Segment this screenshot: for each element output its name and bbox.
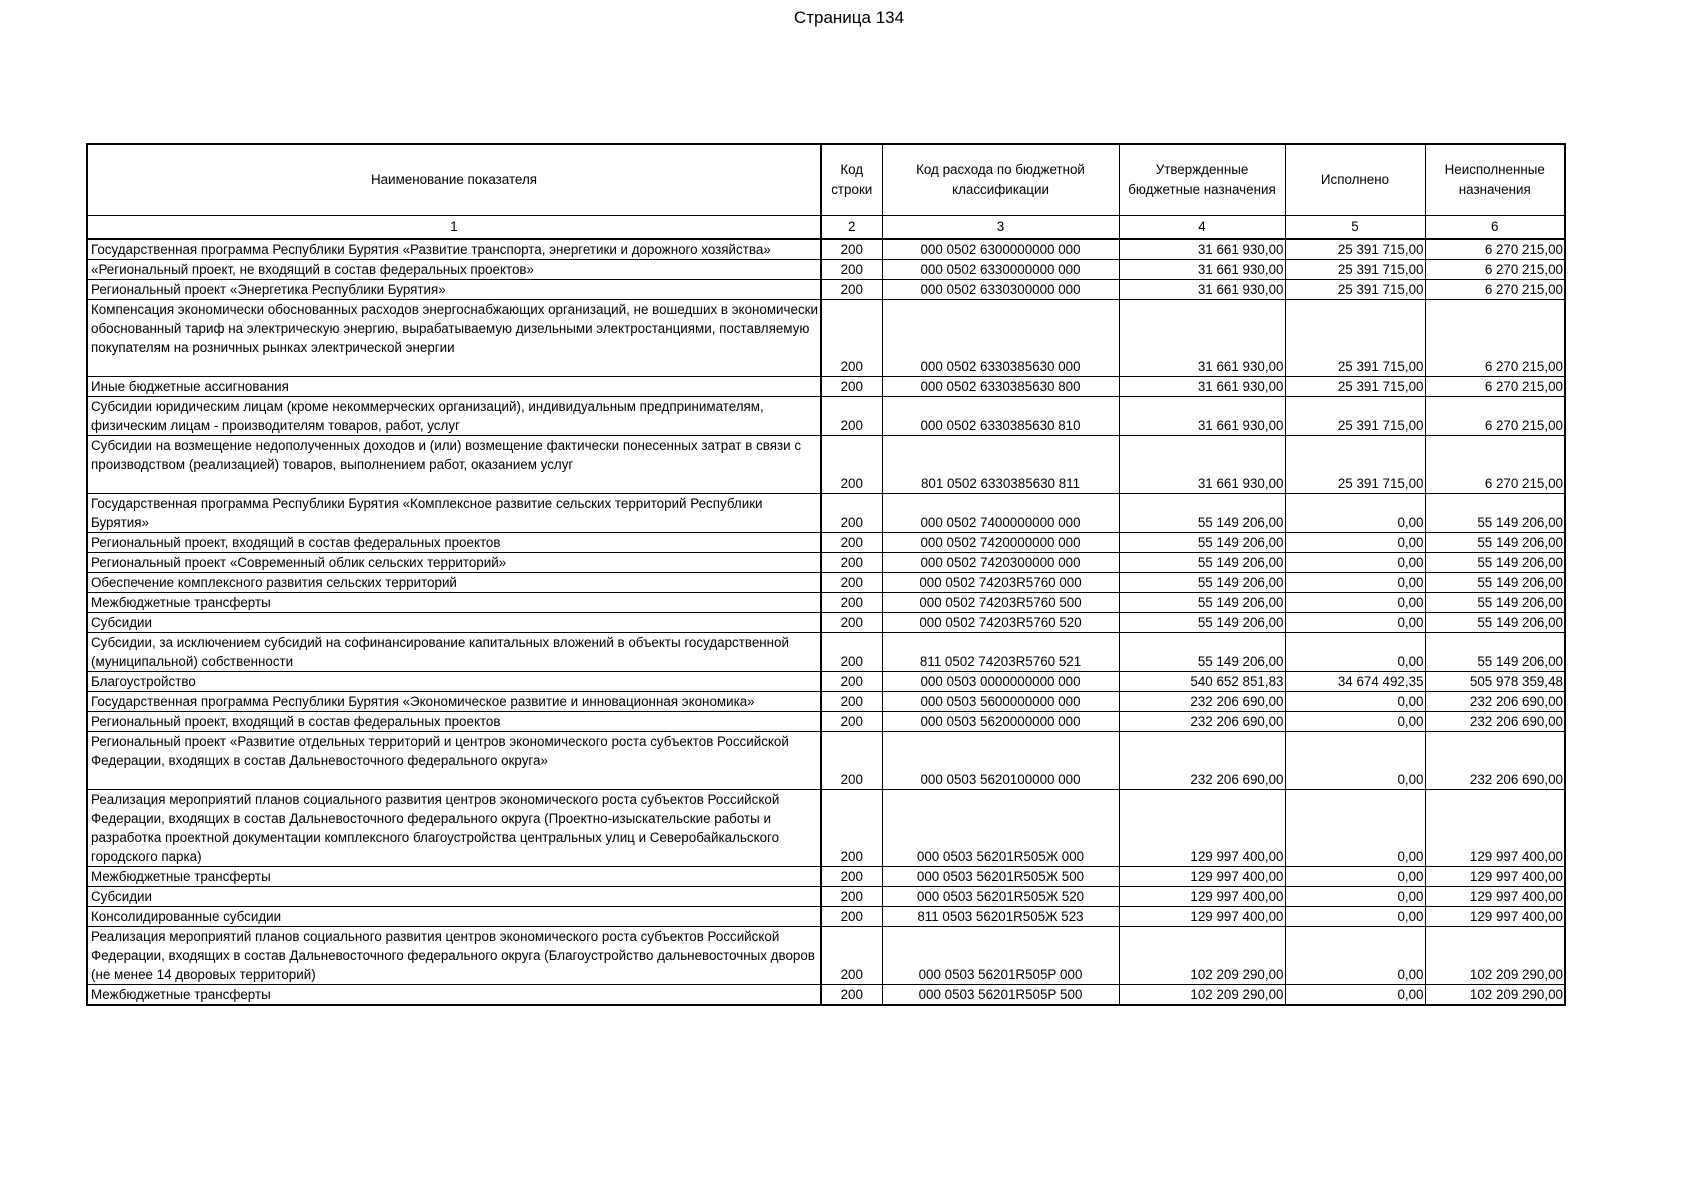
row-approved-amount: 232 206 690,00: [1119, 692, 1285, 712]
row-line-code: 200: [821, 533, 882, 553]
row-indicator-name: Субсидии, за исключением субсидий на софинансирование капитальных вложений в объекты государственной (муниципальной) собственности: [87, 633, 821, 672]
row-indicator-name: Государственная программа Республики Бурятия «Развитие транспорта, энергетики и дорожного хозяйства»: [87, 239, 821, 260]
row-classification-code: 000 0502 6330000000 000: [882, 260, 1119, 280]
row-executed-amount: 0,00: [1285, 907, 1425, 927]
row-classification-code: 000 0503 56201R505Ж 000: [882, 790, 1119, 867]
row-executed-amount: 0,00: [1285, 985, 1425, 1006]
row-approved-amount: 31 661 930,00: [1119, 239, 1285, 260]
row-approved-amount: 102 209 290,00: [1119, 985, 1285, 1006]
row-line-code: 200: [821, 260, 882, 280]
table-row: [87, 672, 1565, 692]
row-indicator-name: Государственная программа Республики Бурятия «Экономическое развитие и инновационная экономика»: [87, 692, 821, 712]
row-line-code: 200: [821, 397, 882, 436]
row-approved-amount: 129 997 400,00: [1119, 867, 1285, 887]
row-classification-code: 000 0503 5620100000 000: [882, 732, 1119, 790]
row-executed-amount: 0,00: [1285, 633, 1425, 672]
table-row: [87, 553, 1565, 573]
row-indicator-name: «Региональный проект, не входящий в состав федеральных проектов»: [87, 260, 821, 280]
row-indicator-name: Реализация мероприятий планов социального развития центров экономического роста субъектов Российской Федерации, входящих в состав Дальневосточного федерального округа (Проектно-изыскательские работы и разработка проектной документации комплексного благоустройства центральных улиц и Северобайкальского городского парка): [87, 790, 821, 867]
row-classification-code: 811 0503 56201R505Ж 523: [882, 907, 1119, 927]
row-line-code: 200: [821, 593, 882, 613]
header-approved-appropriations: Утвержденные бюджетные назначения: [1119, 144, 1285, 216]
row-approved-amount: 55 149 206,00: [1119, 533, 1285, 553]
row-classification-code: 000 0502 74203R5760 500: [882, 593, 1119, 613]
row-line-code: 200: [821, 867, 882, 887]
table-row: [87, 300, 1565, 377]
row-line-code: 200: [821, 790, 882, 867]
row-unexecuted-amount: 6 270 215,00: [1425, 377, 1565, 397]
row-line-code: 200: [821, 280, 882, 300]
row-executed-amount: 0,00: [1285, 613, 1425, 633]
row-unexecuted-amount: 55 149 206,00: [1425, 633, 1565, 672]
row-unexecuted-amount: 232 206 690,00: [1425, 712, 1565, 732]
header-unexecuted-appropriations: Неисполненные назначения: [1425, 144, 1565, 216]
table-row: [87, 494, 1565, 533]
row-indicator-name: Государственная программа Республики Бурятия «Комплексное развитие сельских территорий Республики Бурятия»: [87, 494, 821, 533]
row-classification-code: 801 0502 6330385630 811: [882, 436, 1119, 494]
row-unexecuted-amount: 55 149 206,00: [1425, 573, 1565, 593]
row-indicator-name: Благоустройство: [87, 672, 821, 692]
row-unexecuted-amount: 232 206 690,00: [1425, 732, 1565, 790]
row-classification-code: 000 0502 74203R5760 520: [882, 613, 1119, 633]
row-unexecuted-amount: 6 270 215,00: [1425, 300, 1565, 377]
row-classification-code: 000 0503 56201R505Р 000: [882, 927, 1119, 985]
row-indicator-name: Региональный проект, входящий в состав федеральных проектов: [87, 533, 821, 553]
row-line-code: 200: [821, 907, 882, 927]
row-approved-amount: 31 661 930,00: [1119, 260, 1285, 280]
row-line-code: 200: [821, 553, 882, 573]
row-executed-amount: 25 391 715,00: [1285, 280, 1425, 300]
budget-execution-table: [86, 143, 1566, 1006]
row-executed-amount: 34 674 492,35: [1285, 672, 1425, 692]
row-line-code: 200: [821, 239, 882, 260]
row-unexecuted-amount: 129 997 400,00: [1425, 790, 1565, 867]
row-approved-amount: 55 149 206,00: [1119, 573, 1285, 593]
row-approved-amount: 31 661 930,00: [1119, 377, 1285, 397]
row-indicator-name: Субсидии юридическим лицам (кроме некоммерческих организаций), индивидуальным предпринимателям, физическим лицам - производителям товаров, работ, услуг: [87, 397, 821, 436]
column-number: 3: [882, 216, 1119, 240]
table-row: [87, 732, 1565, 790]
table-row: [87, 633, 1565, 672]
row-indicator-name: Компенсация экономически обоснованных расходов энергоснабжающих организаций, не вошедших в экономически обоснованный тариф на электрическую энергию, вырабатываемую дизельными электростанциями, поставляемую покупателям на розничных рынках электрической энергии: [87, 300, 821, 377]
row-indicator-name: Межбюджетные трансферты: [87, 985, 821, 1006]
table-row: [87, 377, 1565, 397]
row-executed-amount: 25 391 715,00: [1285, 239, 1425, 260]
table-row: [87, 867, 1565, 887]
column-number: 1: [87, 216, 821, 240]
row-classification-code: 000 0503 56201R505Ж 500: [882, 867, 1119, 887]
row-classification-code: 000 0503 5600000000 000: [882, 692, 1119, 712]
row-executed-amount: 25 391 715,00: [1285, 377, 1425, 397]
row-classification-code: 000 0503 5620000000 000: [882, 712, 1119, 732]
header-executed: Исполнено: [1285, 144, 1425, 216]
row-line-code: 200: [821, 887, 882, 907]
row-unexecuted-amount: 102 209 290,00: [1425, 927, 1565, 985]
header-indicator-name: Наименование показателя: [87, 144, 821, 216]
row-indicator-name: Субсидии: [87, 613, 821, 633]
row-approved-amount: 55 149 206,00: [1119, 553, 1285, 573]
row-indicator-name: Региональный проект «Энергетика Республики Бурятия»: [87, 280, 821, 300]
row-indicator-name: Иные бюджетные ассигнования: [87, 377, 821, 397]
row-executed-amount: 0,00: [1285, 712, 1425, 732]
row-executed-amount: 0,00: [1285, 593, 1425, 613]
row-approved-amount: 55 149 206,00: [1119, 633, 1285, 672]
table-row: [87, 907, 1565, 927]
table-body: [87, 239, 1565, 1005]
row-approved-amount: 232 206 690,00: [1119, 732, 1285, 790]
row-unexecuted-amount: 6 270 215,00: [1425, 239, 1565, 260]
row-approved-amount: 102 209 290,00: [1119, 927, 1285, 985]
table-column-numbers-row: [87, 216, 1565, 240]
column-number: 4: [1119, 216, 1285, 240]
row-indicator-name: Реализация мероприятий планов социального развития центров экономического роста субъектов Российской Федерации, входящих в состав Дальневосточного федерального округа (Благоустройство дальневосточных дворов (не менее 14 дворовых территорий): [87, 927, 821, 985]
row-approved-amount: 55 149 206,00: [1119, 593, 1285, 613]
row-classification-code: 000 0502 6330300000 000: [882, 280, 1119, 300]
row-unexecuted-amount: 129 997 400,00: [1425, 887, 1565, 907]
column-number: 5: [1285, 216, 1425, 240]
row-indicator-name: Межбюджетные трансферты: [87, 593, 821, 613]
row-unexecuted-amount: 6 270 215,00: [1425, 397, 1565, 436]
row-unexecuted-amount: 232 206 690,00: [1425, 692, 1565, 712]
row-line-code: 200: [821, 613, 882, 633]
row-indicator-name: Региональный проект, входящий в состав федеральных проектов: [87, 712, 821, 732]
row-approved-amount: 31 661 930,00: [1119, 397, 1285, 436]
row-executed-amount: 0,00: [1285, 553, 1425, 573]
row-indicator-name: Региональный проект «Развитие отдельных территорий и центров экономического роста субъектов Российской Федерации, входящих в состав Дальневосточного федерального округа»: [87, 732, 821, 790]
row-indicator-name: Межбюджетные трансферты: [87, 867, 821, 887]
table-header-row: [87, 144, 1565, 216]
row-unexecuted-amount: 129 997 400,00: [1425, 867, 1565, 887]
row-executed-amount: 0,00: [1285, 533, 1425, 553]
row-unexecuted-amount: 6 270 215,00: [1425, 436, 1565, 494]
table-row: [87, 239, 1565, 260]
row-unexecuted-amount: 55 149 206,00: [1425, 593, 1565, 613]
row-line-code: 200: [821, 712, 882, 732]
table-row: [87, 887, 1565, 907]
row-line-code: 200: [821, 494, 882, 533]
row-indicator-name: Субсидии на возмещение недополученных доходов и (или) возмещение фактически понесенных затрат в связи с производством (реализацией) товаров, выполнением работ, оказанием услуг: [87, 436, 821, 494]
row-classification-code: 000 0502 6330385630 000: [882, 300, 1119, 377]
table-row: [87, 593, 1565, 613]
row-approved-amount: 31 661 930,00: [1119, 280, 1285, 300]
row-approved-amount: 540 652 851,83: [1119, 672, 1285, 692]
table-row: [87, 573, 1565, 593]
row-line-code: 200: [821, 732, 882, 790]
row-executed-amount: 0,00: [1285, 927, 1425, 985]
row-line-code: 200: [821, 436, 882, 494]
row-approved-amount: 31 661 930,00: [1119, 436, 1285, 494]
table-row: [87, 985, 1565, 1006]
table-row: [87, 280, 1565, 300]
table-row: [87, 260, 1565, 280]
header-line-code: Код строки: [821, 144, 882, 216]
column-number: 6: [1425, 216, 1565, 240]
row-unexecuted-amount: 55 149 206,00: [1425, 613, 1565, 633]
row-unexecuted-amount: 6 270 215,00: [1425, 260, 1565, 280]
row-classification-code: 000 0502 6300000000 000: [882, 239, 1119, 260]
row-unexecuted-amount: 129 997 400,00: [1425, 907, 1565, 927]
row-executed-amount: 25 391 715,00: [1285, 260, 1425, 280]
row-line-code: 200: [821, 377, 882, 397]
row-executed-amount: 0,00: [1285, 692, 1425, 712]
row-approved-amount: 129 997 400,00: [1119, 907, 1285, 927]
row-classification-code: 000 0503 0000000000 000: [882, 672, 1119, 692]
row-indicator-name: Субсидии: [87, 887, 821, 907]
row-line-code: 200: [821, 692, 882, 712]
row-approved-amount: 55 149 206,00: [1119, 494, 1285, 533]
table-row: [87, 712, 1565, 732]
row-indicator-name: Обеспечение комплексного развития сельских территорий: [87, 573, 821, 593]
row-line-code: 200: [821, 300, 882, 377]
row-executed-amount: 25 391 715,00: [1285, 300, 1425, 377]
row-approved-amount: 129 997 400,00: [1119, 790, 1285, 867]
row-unexecuted-amount: 6 270 215,00: [1425, 280, 1565, 300]
row-approved-amount: 55 149 206,00: [1119, 613, 1285, 633]
row-approved-amount: 129 997 400,00: [1119, 887, 1285, 907]
row-executed-amount: 0,00: [1285, 494, 1425, 533]
row-unexecuted-amount: 55 149 206,00: [1425, 494, 1565, 533]
row-classification-code: 000 0502 6330385630 800: [882, 377, 1119, 397]
row-classification-code: 811 0502 74203R5760 521: [882, 633, 1119, 672]
row-unexecuted-amount: 55 149 206,00: [1425, 553, 1565, 573]
row-executed-amount: 0,00: [1285, 573, 1425, 593]
row-classification-code: 000 0503 56201R505Р 500: [882, 985, 1119, 1006]
row-executed-amount: 25 391 715,00: [1285, 397, 1425, 436]
table-row: [87, 397, 1565, 436]
row-indicator-name: Региональный проект «Современный облик сельских территорий»: [87, 553, 821, 573]
table-row: [87, 613, 1565, 633]
row-unexecuted-amount: 505 978 359,48: [1425, 672, 1565, 692]
row-executed-amount: 25 391 715,00: [1285, 436, 1425, 494]
row-executed-amount: 0,00: [1285, 732, 1425, 790]
row-line-code: 200: [821, 927, 882, 985]
header-budget-classification-code: Код расхода по бюджетной классификации: [882, 144, 1119, 216]
row-line-code: 200: [821, 672, 882, 692]
row-approved-amount: 31 661 930,00: [1119, 300, 1285, 377]
row-classification-code: 000 0502 7420300000 000: [882, 553, 1119, 573]
table-row: [87, 927, 1565, 985]
row-classification-code: 000 0502 7400000000 000: [882, 494, 1119, 533]
row-line-code: 200: [821, 573, 882, 593]
row-classification-code: 000 0502 7420000000 000: [882, 533, 1119, 553]
table-row: [87, 790, 1565, 867]
table-row: [87, 692, 1565, 712]
row-unexecuted-amount: 55 149 206,00: [1425, 533, 1565, 553]
row-executed-amount: 0,00: [1285, 867, 1425, 887]
row-indicator-name: Консолидированные субсидии: [87, 907, 821, 927]
row-approved-amount: 232 206 690,00: [1119, 712, 1285, 732]
column-number: 2: [821, 216, 882, 240]
table-row: [87, 436, 1565, 494]
row-executed-amount: 0,00: [1285, 790, 1425, 867]
row-classification-code: 000 0502 74203R5760 000: [882, 573, 1119, 593]
row-unexecuted-amount: 102 209 290,00: [1425, 985, 1565, 1006]
row-classification-code: 000 0503 56201R505Ж 520: [882, 887, 1119, 907]
table-row: [87, 533, 1565, 553]
row-classification-code: 000 0502 6330385630 810: [882, 397, 1119, 436]
row-executed-amount: 0,00: [1285, 887, 1425, 907]
row-line-code: 200: [821, 985, 882, 1006]
row-line-code: 200: [821, 633, 882, 672]
page-title: Страница 134: [793, 8, 905, 27]
